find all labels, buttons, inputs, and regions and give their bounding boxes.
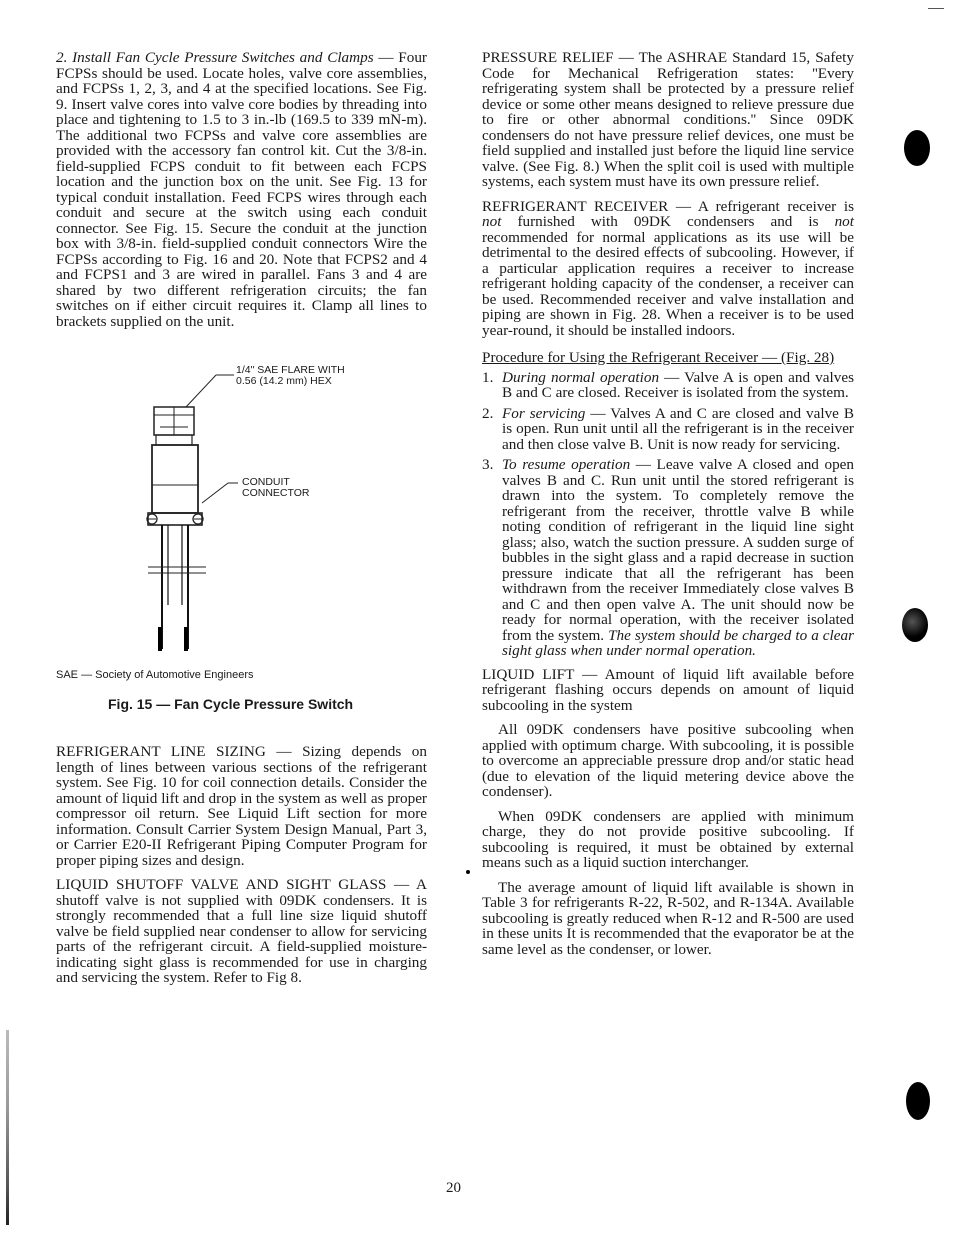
procedure-step xyxy=(482,406,854,453)
right-column xyxy=(482,50,854,966)
install-body: — Four FCPSs should be used. Locate holes, valve core assemblies, and FCPSs 1, 2, 3, and 4 at the specified locations. See Fig. 9. Insert valve cores into valve core bodies by threading into place and tightening to 1.5 to 3 in.-lb (169.5 to 339 mN-m). The additional two FCPSs and valve core assemblies are provided with the accessory fan control kit. Cut the 3/8-in. field-supplied FCPS conduit to fit between each FCPS location and the junction box on the unit. See Fig. 13 for typical conduit installation. Feed FCPS wires through each conduit and secure at the switch using each conduit connector. See Fig. 15. Secure the conduit at the junction box with 3/8-in. field-supplied conduit connectors Wire the FCPSs according to Fig. 16 and 20. Note that FCPS2 and 4 and FCPS1 and 3 are wired in parallel. Fans 3 and 4 are shared by two different refrigeration circuits; the fan switches on if either circuit requires it. Clamp all lines to brackets supplied on the unit. xyxy=(56,49,427,330)
figure-caption: Fig. 15 — Fan Cycle Pressure Switch xyxy=(108,696,354,712)
step-tail-italic: The system should be charged to a clear sight glass when under normal operation. xyxy=(502,626,854,659)
conduit-label-line2: CONNECTOR xyxy=(242,487,310,499)
step-title: During normal operation xyxy=(502,368,660,386)
step-body: — Valves A and C are closed and valve B is open. Run unit until all the refrigerant is in the receiver and then close valve B. Unit is now ready for servicing. xyxy=(502,404,854,453)
line-sizing-paragraph: REFRIGERANT LINE SIZING — Sizing depends on length of lines between various sections of the refrigerant system. See Fig. 10 for coil connection details. Consider the amount of liquid lift and drop in the system as well as proper compressor oil return. See Liquid Lift section for more information. Consult Carrier System Design Manual, Part 3, or Carrier E20-II Refrigerant Piping Computer Program for proper piping sizes and design. xyxy=(56,743,427,869)
receiver-text-b: furnished with 09DK condensers and is xyxy=(501,213,835,230)
receiver-not-1: not xyxy=(482,213,502,230)
flare-label-line1: 1/4" SAE FLARE WITH xyxy=(236,364,345,376)
step-number: 1. xyxy=(482,368,494,386)
install-heading: 2. Install Fan Cycle Pressure Switches and Clamps xyxy=(56,49,374,66)
step-body: — Leave valve A closed and open valves B and C. Run unit until the stored refrigerant is drawn into the system. To completely remove the refrigerant from the receiver, throttle valve B while noting condition of refrigerant in the liquid line sight glass; also, watch the suction pressure. A sudden surge of bubbles in the sight glass and a rapid decrease in suction pressure indicate that all the refrigerant has been withdrawn from the receiver Immediately close valves B and C and then open valve A. The unit should now be ready for normal operation, with the receiver isolated from the system. xyxy=(502,456,854,644)
receiver-text-c: recommended for normal applications as its use will be detrimental to the desired effects of subcooling. However, if a particular application requires a receiver to increase refrigerant holding capacity of the condenser, a receiver can be used. Recommended receiver and valve installation and piping are shown in Fig. 28. When a receiver is to be used year-round, it should be installed indoors. xyxy=(482,228,854,339)
flare-label-line2: 0.56 (14.2 mm) HEX xyxy=(236,375,332,387)
left-column-lower xyxy=(56,744,427,995)
subcooling-paragraph-2: When 09DK condensers are applied with minimum charge, they do not provide positive subcooling. If subcooling is required, it must be obtained by external means such as a liquid suction interchanger. xyxy=(482,807,854,871)
scan-edge-mark xyxy=(6,1030,9,1225)
procedure-step xyxy=(482,370,854,401)
procedure-steps xyxy=(482,370,854,659)
pressure-switch-drawing xyxy=(56,355,427,665)
conduit-label-line1: CONDUIT xyxy=(242,476,290,488)
receiver-not-2: not xyxy=(834,213,854,230)
shutoff-paragraph: LIQUID SHUTOFF VALVE AND SIGHT GLASS — A shutoff valve is not supplied with 09DK condensers. It is strongly recommended that a full line size liquid shutoff valve be field supplied near condenser to allow for servicing parts of the refrigerant circuit. A field-supplied moisture-indicating sight glass is recommended for use in charging and servicing the system. Refer to Fig 8. xyxy=(56,876,427,986)
procedure-heading: Procedure for Using the Refrigerant Receiver — (Fig. 28) xyxy=(482,349,835,366)
subcooling-paragraph-3: The average amount of liquid lift available is shown in Table 3 for refrigerants R-22, R-502, and R-134A. Available subcooling is greatly reduced when R-12 and R-500 are used in these units It is recommended that the evaporator be at the same level as the condenser, or lower. xyxy=(482,878,854,958)
corner-mark xyxy=(928,8,944,9)
step-body: — Valve A is open and valves B and C are closed. Receiver is isolated from the system. xyxy=(502,368,854,401)
punch-hole-bottom xyxy=(906,1082,930,1120)
punch-hole-middle xyxy=(902,608,928,642)
step-title: For servicing xyxy=(502,404,586,422)
receiver-text-a: REFRIGERANT RECEIVER — A refrigerant receiver is xyxy=(482,197,854,215)
page-number: 20 xyxy=(446,1180,461,1196)
margin-speck xyxy=(466,870,470,874)
left-column xyxy=(56,50,427,338)
sae-note: SAE — Society of Automotive Engineers xyxy=(56,669,254,681)
pressure-relief-paragraph: PRESSURE RELIEF — The ASHRAE Standard 15, Safety Code for Mechanical Refrigeration states: ''Every refrigerating system shall be protected by a pressure relief device or some other means designed to relieve pressure due to fire or other abnormal conditions.'' Since 09DK condensers do not have pressure relief devices, one must be field supplied and installed just before the liquid line service valve. (See Fig. 8.) When the split coil is used with multiple systems, each system must have its own pressure relief. xyxy=(482,49,854,190)
step-number: 2. xyxy=(482,404,494,422)
flare-label xyxy=(236,365,345,387)
receiver-paragraph xyxy=(482,199,854,339)
figure-fan-cycle-pressure-switch xyxy=(56,355,427,725)
step-title: To resume operation xyxy=(502,456,631,473)
punch-hole-top xyxy=(904,130,930,166)
conduit-label xyxy=(242,477,309,499)
liquid-lift-paragraph: LIQUID LIFT — Amount of liquid lift available before refrigerant flashing occurs depends on amount of liquid subcooling in the system xyxy=(482,665,854,714)
install-paragraph xyxy=(56,50,427,329)
procedure-step xyxy=(482,457,854,659)
step-number: 3. xyxy=(482,456,494,473)
subcooling-paragraph-1: All 09DK condensers have positive subcooling when applied with optimum charge. With subcooling, it is possible to overcome an appreciable pressure drop and/or static head (due to elevation of the liquid metering device above the condenser). xyxy=(482,721,854,800)
